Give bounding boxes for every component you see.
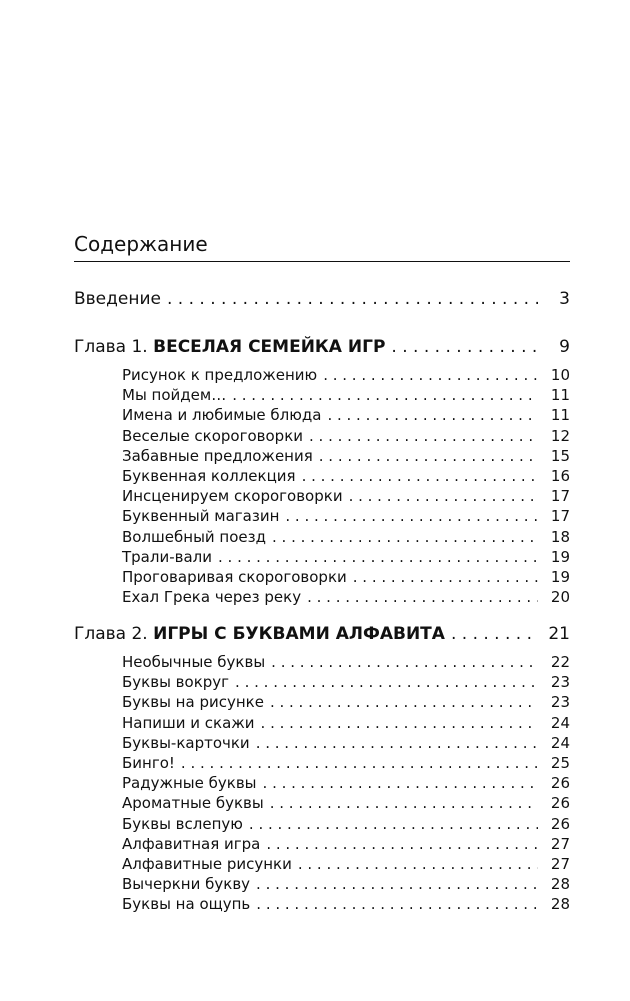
entry-page: 28 xyxy=(550,895,570,914)
dot-leader xyxy=(218,547,538,567)
toc-entry[interactable] xyxy=(122,834,570,854)
dot-leader xyxy=(285,506,538,526)
entry-page: 27 xyxy=(550,834,570,853)
entry-label: Буквы на рисунке xyxy=(122,693,264,712)
entry-label: Радужные буквы xyxy=(122,774,257,793)
dot-leader xyxy=(327,405,538,425)
entry-page: 19 xyxy=(550,568,570,586)
entry-page: 11 xyxy=(550,386,570,405)
toc-entry-chapter2[interactable] xyxy=(74,623,570,645)
dot-leader xyxy=(232,385,538,405)
dot-leader xyxy=(309,426,538,446)
dot-leader xyxy=(249,814,538,834)
dot-leader xyxy=(391,336,538,358)
toc-entry[interactable] xyxy=(122,486,570,506)
dot-leader xyxy=(266,834,538,854)
toc-entry-intro[interactable] xyxy=(74,288,570,310)
entry-page: 19 xyxy=(550,547,570,566)
entry-label: Вычеркни букву xyxy=(122,875,251,894)
entry-page: 12 xyxy=(550,426,570,445)
toc-entry[interactable] xyxy=(122,547,570,567)
entry-page: 20 xyxy=(550,588,570,607)
entry-label xyxy=(74,623,445,645)
entry-label: Алфавитные рисунки xyxy=(122,855,292,873)
dot-leader xyxy=(349,486,538,506)
entry-page: 15 xyxy=(550,446,570,465)
entry-label: Буквы вслепую xyxy=(122,814,243,833)
dot-leader xyxy=(272,527,538,547)
entry-page: 26 xyxy=(550,774,570,793)
toc-entry[interactable] xyxy=(122,385,570,405)
entry-page: 26 xyxy=(550,814,570,833)
entry-label: Забавные предложения xyxy=(122,446,313,465)
dot-leader xyxy=(261,713,538,733)
dot-leader xyxy=(298,854,538,874)
chapter-prefix: Глава 1. xyxy=(74,337,154,357)
toc-entry[interactable] xyxy=(122,365,570,385)
entry-label: Веселые скороговорки xyxy=(122,426,304,445)
dot-leader xyxy=(167,288,538,310)
title-divider xyxy=(74,261,570,262)
dot-leader xyxy=(256,874,538,894)
chapter-title: ИГРЫ С БУКВАМИ АЛФАВИТА xyxy=(153,624,445,644)
toc-entry-chapter1[interactable] xyxy=(74,336,570,358)
toc-entry[interactable] xyxy=(122,814,570,834)
entry-page: 9 xyxy=(559,337,570,357)
toc-entry[interactable] xyxy=(122,527,570,547)
toc-entry[interactable] xyxy=(122,567,570,587)
dot-leader xyxy=(323,365,538,385)
entry-label: Проговаривая скороговорки xyxy=(122,568,347,586)
entry-page: 24 xyxy=(550,713,570,732)
entry-page: 10 xyxy=(550,366,570,384)
toc-entry[interactable] xyxy=(122,426,570,446)
toc-entry[interactable] xyxy=(122,894,570,914)
toc-entry[interactable] xyxy=(122,672,570,692)
entry-page: 22 xyxy=(550,653,570,671)
entry-label: Буквы вокруг xyxy=(122,673,230,692)
toc-entry[interactable] xyxy=(122,506,570,526)
chapter-title: ВЕСЕЛАЯ СЕМЕЙКА ИГР xyxy=(153,337,386,357)
entry-page: 16 xyxy=(550,467,570,485)
entry-label: Мы пойдем… xyxy=(122,386,227,405)
dot-leader xyxy=(307,587,538,607)
entry-page: 17 xyxy=(550,507,570,526)
dot-leader xyxy=(256,894,538,914)
entry-page: 25 xyxy=(550,754,570,772)
dot-leader xyxy=(353,567,538,587)
entry-label xyxy=(74,336,385,358)
entry-page: 18 xyxy=(550,527,570,546)
toc-entry[interactable] xyxy=(122,692,570,712)
toc-entry[interactable] xyxy=(122,753,570,773)
toc-entry[interactable] xyxy=(122,874,570,894)
entry-label: Ехал Грека через реку xyxy=(122,588,302,607)
entry-page: 23 xyxy=(550,693,570,712)
toc-entry[interactable] xyxy=(122,733,570,753)
entry-label: Буквы-карточки xyxy=(122,733,250,752)
dot-leader xyxy=(271,652,538,672)
dot-leader xyxy=(235,672,538,692)
entry-label: Рисунок к предложению xyxy=(122,366,318,384)
dot-leader xyxy=(256,733,538,753)
dot-leader xyxy=(451,623,538,645)
entry-label: Необычные буквы xyxy=(122,653,266,671)
toc-entry[interactable] xyxy=(122,466,570,486)
entry-label: Буквенный магазин xyxy=(122,507,280,526)
dot-leader xyxy=(270,793,538,813)
dot-leader xyxy=(302,466,538,486)
entry-label: Буквы на ощупь xyxy=(122,895,251,914)
toc-entry[interactable] xyxy=(122,446,570,466)
toc-entry[interactable] xyxy=(122,652,570,672)
entry-page: 24 xyxy=(550,733,570,752)
toc-entry[interactable] xyxy=(122,793,570,813)
entry-label: Введение xyxy=(74,289,161,309)
toc-entry[interactable] xyxy=(122,854,570,874)
entry-page: 28 xyxy=(550,875,570,894)
toc-entry[interactable] xyxy=(122,405,570,425)
entry-label: Бинго! xyxy=(122,754,175,772)
dot-leader xyxy=(181,753,538,773)
entry-label: Алфавитная игра xyxy=(122,834,261,853)
toc-entry[interactable] xyxy=(122,587,570,607)
entry-label: Трали-вали xyxy=(122,547,212,566)
dot-leader xyxy=(263,773,538,793)
entry-label: Ароматные буквы xyxy=(122,794,264,813)
dot-leader xyxy=(270,692,538,712)
entry-label: Напиши и скажи xyxy=(122,713,255,732)
entry-page: 3 xyxy=(559,289,570,309)
entry-page: 11 xyxy=(550,406,570,425)
toc-entry[interactable] xyxy=(122,773,570,793)
entry-label: Буквенная коллекция xyxy=(122,467,296,485)
entry-label: Имена и любимые блюда xyxy=(122,406,322,425)
entry-page: 26 xyxy=(550,794,570,813)
entry-page: 27 xyxy=(550,855,570,873)
toc-title: Содержание xyxy=(74,232,208,256)
chapter-prefix: Глава 2. xyxy=(74,624,154,644)
entry-page: 17 xyxy=(550,487,570,506)
entry-page: 23 xyxy=(550,673,570,692)
toc-entry[interactable] xyxy=(122,713,570,733)
entry-label: Инсценируем скороговорки xyxy=(122,487,343,506)
entry-page: 21 xyxy=(548,624,570,644)
dot-leader xyxy=(319,446,538,466)
entry-label: Волшебный поезд xyxy=(122,527,266,546)
